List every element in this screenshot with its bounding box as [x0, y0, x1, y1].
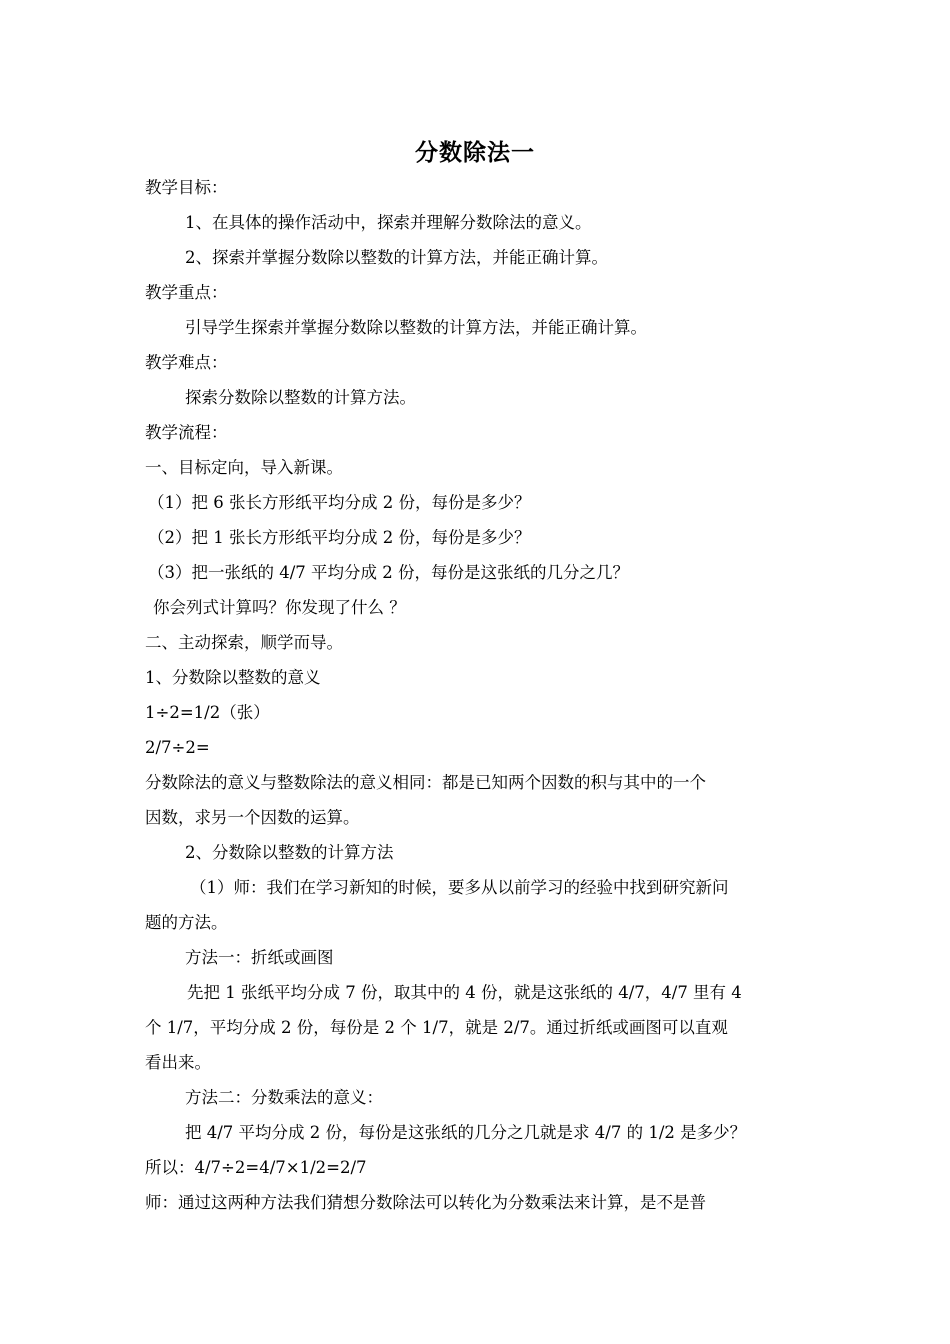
subsection-1-heading: 1、分数除以整数的意义 [145, 668, 321, 687]
key-point-text: 引导学生探索并掌握分数除以整数的计算方法，并能正确计算。 [185, 318, 647, 337]
difficulty-text: 探索分数除以整数的计算方法。 [185, 388, 416, 407]
teacher-summary-line: 师：通过这两种方法我们猜想分数除法可以转化为分数乘法来计算，是不是普 [145, 1193, 706, 1212]
method-one-text-line-2: 个 1/7，平均分成 2 份，每份是 2 个 1/7，就是 2/7。通过折纸或画图可以直观 [145, 1018, 728, 1037]
method-one-heading: 方法一：折纸或画图 [185, 948, 334, 967]
method-two-heading: 方法二：分数乘法的意义： [185, 1088, 383, 1107]
meaning-text-line-2: 因数，求另一个因数的运算。 [145, 808, 360, 827]
teacher-text-line-2: 题的方法。 [145, 913, 228, 932]
method-one-text-line-1: 先把 1 张纸平均分成 7 份，取其中的 4 份，就是这张纸的 4/7，4/7 里有 4 [187, 983, 742, 1002]
equation-1: 1÷2=1/2（张） [145, 703, 270, 722]
section-two-heading: 二、主动探索，顺学而导。 [145, 633, 343, 652]
objective-item-1: 1、在具体的操作活动中，探索并理解分数除法的意义。 [185, 213, 592, 232]
heading-key-points: 教学重点： [145, 283, 228, 302]
document-title: 分数除法一 [415, 139, 535, 166]
question-3: （3）把一张纸的 4/7 平均分成 2 份，每份是这张纸的几分之几？ [148, 563, 630, 582]
heading-process: 教学流程： [145, 423, 228, 442]
method-two-text: 把 4/7 平均分成 2 份，每份是这张纸的几分之几就是求 4/7 的 1/2 是多少？ [185, 1123, 747, 1142]
method-two-conclusion: 所以：4/7÷2=4/7×1/2=2/7 [145, 1158, 367, 1177]
objective-item-2: 2、探索并掌握分数除以整数的计算方法，并能正确计算。 [185, 248, 608, 267]
heading-objectives: 教学目标： [145, 178, 228, 197]
heading-difficulties: 教学难点： [145, 353, 228, 372]
question-1: （1）把 6 张长方形纸平均分成 2 份，每份是多少？ [148, 493, 531, 512]
equation-2: 2/7÷2= [145, 738, 210, 757]
question-prompt: 你会列式计算吗？你发现了什么 ？ [153, 598, 406, 617]
subsection-2-heading: 2、分数除以整数的计算方法 [185, 843, 394, 862]
method-one-text-line-3: 看出来。 [145, 1053, 211, 1072]
question-2: （2）把 1 张长方形纸平均分成 2 份，每份是多少？ [148, 528, 531, 547]
meaning-text-line-1: 分数除法的意义与整数除法的意义相同：都是已知两个因数的积与其中的一个 [145, 773, 706, 792]
teacher-text-line-1: （1）师：我们在学习新知的时候，要多从以前学习的经验中找到研究新问 [190, 878, 729, 897]
section-one-heading: 一、目标定向，导入新课。 [145, 458, 343, 477]
